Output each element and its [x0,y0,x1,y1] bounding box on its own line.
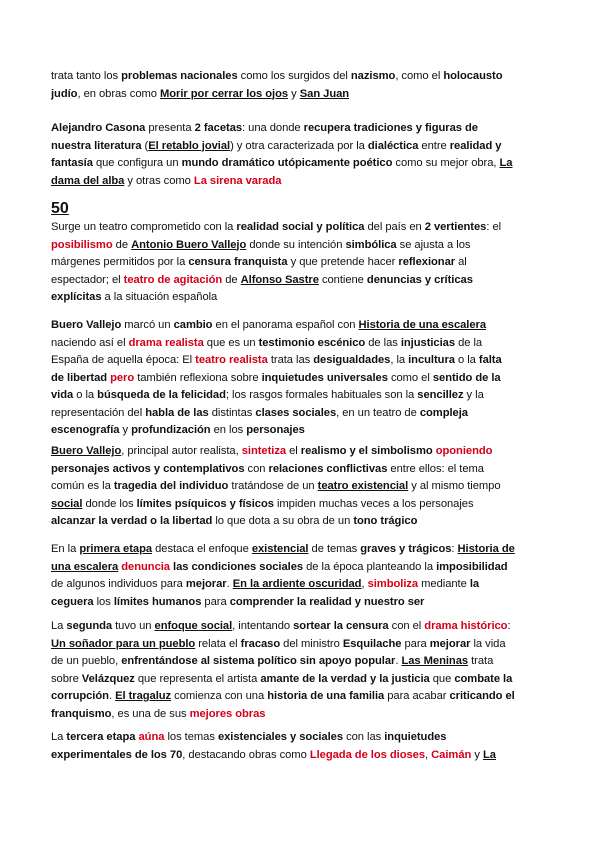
highlighted-term: pero [110,371,135,384]
text-line [51,352,551,370]
emphasized-term: enfoque social [154,620,233,632]
emphasized-term: San Juan [299,87,350,100]
emphasized-term: existenciales y sociales [217,731,344,743]
text-line [51,688,551,706]
emphasized-term: personajes [246,424,305,436]
text-line [51,559,551,577]
emphasized-term: Las Meninas [401,655,469,667]
text-run: tratándose de un [228,480,318,492]
text-run: distintas [208,406,256,419]
text-line [51,317,551,335]
highlighted-term: Caimán [431,748,472,761]
emphasized-term: búsqueda de la felicidad [97,389,226,401]
text-line [51,272,551,290]
emphasized-term: criticando el [449,690,515,702]
emphasized-term: El tragaluz [115,690,172,702]
text-run: La [51,731,67,743]
emphasized-term: recupera tradiciones y figuras de [303,122,478,134]
emphasized-term: historia de una familia [267,690,385,702]
emphasized-term: censura franquista [188,256,288,268]
emphasized-term: sentido de la [432,371,501,384]
emphasized-term: segunda [66,620,113,632]
emphasized-term: enfrentándose al sistema político sin apoyo popular [121,655,396,667]
text-line [51,335,551,353]
text-run: , la [390,354,409,366]
emphasized-term: cambio [173,319,213,331]
emphasized-term: experimentales de los 70 [51,748,183,761]
paragraph-primera-etapa [51,541,551,611]
text-run: naciendo así el [51,336,129,349]
text-run: de temas [308,543,361,555]
text-run: de algunos individuos para [51,578,186,590]
highlighted-term: teatro realista [195,354,268,366]
text-run: con las [343,731,385,743]
emphasized-term: Buero Vallejo [51,319,122,331]
text-run: del país en [364,221,425,233]
text-run: representación del [51,406,146,419]
text-line [51,443,551,461]
text-run: y otras como [124,174,194,187]
text-run: del ministro [280,637,343,650]
text-run: que es un [203,336,259,349]
text-line [51,729,551,747]
text-line [51,120,551,138]
text-run: ( [141,139,149,152]
emphasized-term: las condiciones sociales [173,560,304,573]
emphasized-term: nazismo [350,70,396,82]
paragraph-segunda-etapa [51,618,551,723]
text-run: de las [365,336,401,349]
emphasized-term: escenografía [51,424,120,436]
text-run: y [471,748,483,761]
text-run: los [93,595,114,608]
text-run: , destacando obras como [182,748,310,761]
text-line [51,68,551,86]
text-line [51,618,551,636]
text-run: que configura un [92,157,182,169]
emphasized-term: denuncias y críticas [366,273,473,286]
emphasized-term: fantasía [51,157,93,169]
emphasized-term: tragedia del individuo [113,480,229,492]
emphasized-term: primera etapa [79,543,153,555]
highlighted-term: oponiendo [435,445,493,457]
emphasized-term: teatro existencial [317,480,409,492]
highlighted-term: denuncia [121,560,170,573]
emphasized-term: La [482,748,496,761]
text-run: los temas [164,731,218,743]
text-run: que representa el artista [134,672,261,685]
highlighted-term: mejores obras [189,707,266,720]
text-run: : una donde [242,122,304,134]
text-run: de [112,238,132,251]
text-run: también reflexiona sobre [134,371,262,384]
highlighted-term: Llegada de los dioses [309,748,426,761]
text-line [51,671,551,689]
emphasized-term: corrupción [51,690,109,702]
emphasized-term: Buero Vallejo [51,445,122,457]
text-line [51,86,551,104]
emphasized-term: sortear la censura [293,620,389,632]
emphasized-term: Esquilache [342,637,402,650]
emphasized-term: El retablo jovial [148,139,231,152]
emphasized-term: Antonio Buero Vallejo [131,238,247,251]
text-run: En la [51,543,80,555]
text-run: , es una de sus [111,707,190,720]
emphasized-term: La [499,157,513,169]
text-line [51,237,551,255]
emphasized-term: reflexionar [398,256,456,268]
text-run: , [361,578,368,590]
emphasized-term: dama del alba [51,174,125,187]
text-run: como el [387,371,433,384]
emphasized-term: graves y trágicos [360,543,452,555]
text-run: trata [468,655,494,667]
paragraph-buero-cambio [51,317,551,440]
emphasized-term: dialéctica [367,139,419,152]
text-line [51,405,551,423]
text-line [51,576,551,594]
text-run: Surge un teatro comprometido con la [51,221,237,233]
highlighted-term: sintetiza [241,445,287,457]
emphasized-term: habla de las [145,406,209,419]
emphasized-term: tercera etapa [66,731,136,743]
text-run: se ajusta a los [396,238,471,251]
emphasized-term: holocausto [443,70,503,82]
text-run: entre [418,139,450,152]
text-run: para [401,637,430,650]
highlighted-term: drama realista [128,336,204,349]
emphasized-term: franquismo [51,707,112,720]
emphasized-term: Un soñador para un pueblo [51,637,196,650]
text-line [51,636,551,654]
highlighted-term: teatro de agitación [123,273,223,286]
emphasized-term: personajes activos y contemplativos [51,462,245,475]
text-line [51,706,551,724]
text-run: márgenes permitidos por la [51,256,189,268]
text-run: , intentando [232,620,294,632]
text-run: : [507,620,511,632]
emphasized-term: combate la [454,672,513,685]
text-run: espectador; el [51,273,124,286]
text-run: destaca el enfoque [152,543,252,555]
emphasized-term: desigualdades [313,354,391,366]
text-run: : [451,543,458,555]
text-run: donde su intención [246,238,346,251]
paragraph-casona [51,120,551,190]
text-run: con [244,462,269,475]
text-run: lo que dota a su obra de un [212,515,354,527]
emphasized-term: inquietudes universales [261,371,388,384]
text-run: el [286,445,301,457]
emphasized-term: imposibilidad [436,560,508,573]
highlighted-term: drama histórico [424,620,508,632]
emphasized-term: vida [51,389,74,401]
emphasized-term: la [469,578,480,590]
emphasized-term: social [51,497,83,510]
text-run: para acabar [384,690,450,702]
text-run: impiden muchas veces a los personajes [273,497,474,510]
emphasized-term: comprender la realidad y nuestro ser [229,595,425,608]
text-run: sobre [51,672,82,685]
emphasized-term: relaciones conflictivas [268,462,388,475]
text-run: trata tanto los [51,70,122,82]
text-run: , [425,748,432,761]
emphasized-term: Historia de una escalera [358,319,487,331]
text-line [51,155,551,173]
text-line [51,541,551,559]
text-run: . [395,655,402,667]
emphasized-term: límites psíquicos y físicos [136,497,274,510]
text-run: al [455,256,467,268]
text-run: común es la [51,480,114,492]
emphasized-term: Alfonso Sastre [240,273,319,286]
emphasized-term: Alejandro Casona [51,122,146,134]
emphasized-term: de libertad [51,371,108,384]
text-line [51,422,551,440]
text-run: ; los rasgos formales habituales son la [225,389,418,401]
emphasized-term: explícitas [51,291,102,303]
emphasized-term: Morir por cerrar los ojos [160,87,289,100]
paragraph-holocausto [51,68,551,103]
text-run: , principal autor realista, [121,445,242,457]
emphasized-term: incultura [408,354,455,366]
emphasized-term: amante de la verdad y la justicia [260,672,430,685]
emphasized-term: mejorar [429,637,471,650]
text-line [51,594,551,612]
text-run: contiene [318,273,367,286]
highlighted-term: La sirena varada [193,174,282,187]
emphasized-term: compleja [419,406,468,419]
emphasized-term: Historia de [457,543,515,555]
text-run: como su mejor obra, [392,157,500,169]
text-run: marcó un [121,319,174,331]
text-run: , en un teatro de [336,406,420,419]
text-run: de la época planteando la [303,560,437,573]
text-line [51,747,551,765]
emphasized-term: fracaso [240,637,281,650]
emphasized-term: judío [51,87,78,100]
emphasized-term: ceguera [51,595,94,608]
emphasized-term: simbólica [345,238,397,251]
text-run: España de aquella época: El [51,354,196,366]
emphasized-term: 2 vertientes [424,221,487,233]
text-run: . [108,690,116,702]
text-line [51,461,551,479]
emphasized-term: En la ardiente oscuridad [232,578,362,590]
text-run: de [222,273,241,286]
text-run: la vida [470,637,506,650]
emphasized-term: Velázquez [81,672,135,685]
highlighted-term: posibilismo [51,238,113,251]
paragraph-buero-realista [51,443,551,531]
emphasized-term: falta [478,354,502,366]
text-run: como los surgidos del [237,70,351,82]
text-line [51,387,551,405]
text-run: de un pueblo, [51,655,122,667]
text-run: de la [455,336,483,349]
text-run: : el [486,221,502,233]
text-run: y [119,424,132,436]
emphasized-term: nuestra literatura [51,139,142,152]
emphasized-term: existencial [251,543,309,555]
emphasized-term: inquietudes [384,731,447,743]
emphasized-term: clases sociales [255,406,337,419]
text-run: trata las [267,354,314,366]
emphasized-term: límites humanos [113,595,202,608]
emphasized-term: mundo dramático utópicamente poético [181,157,393,169]
text-line [51,289,551,307]
emphasized-term: realismo y el simbolismo [300,445,433,457]
emphasized-term: tono trágico [353,515,418,527]
text-run: La [51,620,67,632]
emphasized-term: realidad social y política [236,221,365,233]
text-run: y que pretende hacer [287,256,399,268]
text-line [51,219,551,237]
emphasized-term: injusticias [400,336,456,349]
text-run: con el [388,620,425,632]
emphasized-term: mejorar [185,578,227,590]
text-line [51,478,551,496]
text-line [51,496,551,514]
emphasized-term: testimonio escénico [258,336,366,349]
text-run: relata el [195,637,241,650]
text-line [51,173,551,191]
text-run: y la [463,389,484,401]
text-run: y al mismo tiempo [408,480,501,492]
text-line [51,138,551,156]
paragraph-tercera-etapa [51,729,551,764]
page-number-heading: 50 [51,200,69,217]
text-run: , en obras como [77,87,160,100]
text-run: o la [73,389,98,401]
emphasized-term: una escalera [51,560,119,573]
text-run: que [429,672,455,685]
text-run: y [288,87,300,100]
text-run: . [226,578,233,590]
emphasized-term: sencillez [417,389,464,401]
text-run: comienza con una [171,690,268,702]
text-run: ) y otra caracterizada por la [230,139,368,152]
paragraph-teatro-comprometido [51,219,551,307]
text-run: donde los [82,497,137,510]
emphasized-term: realidad y [449,139,502,152]
emphasized-term: profundización [131,424,211,436]
text-line [51,513,551,531]
text-run: a la situación española [101,291,218,303]
text-run: o la [454,354,479,366]
emphasized-term: problemas nacionales [121,70,238,82]
text-run: para [201,595,230,608]
text-run: en el panorama español con [212,319,359,331]
text-line [51,653,551,671]
text-run: , como el [395,70,444,82]
highlighted-term: aúna [138,731,165,743]
text-run: mediante [418,578,470,590]
text-run: tuvo un [112,620,155,632]
text-line [51,370,551,388]
emphasized-term: 2 facetas [194,122,243,134]
text-run: en los [210,424,247,436]
text-line [51,254,551,272]
highlighted-term: simboliza [367,578,419,590]
emphasized-term: alcanzar la verdad o la libertad [51,515,213,527]
text-run: presenta [145,122,195,134]
text-run: entre ellos: el tema [387,462,484,475]
